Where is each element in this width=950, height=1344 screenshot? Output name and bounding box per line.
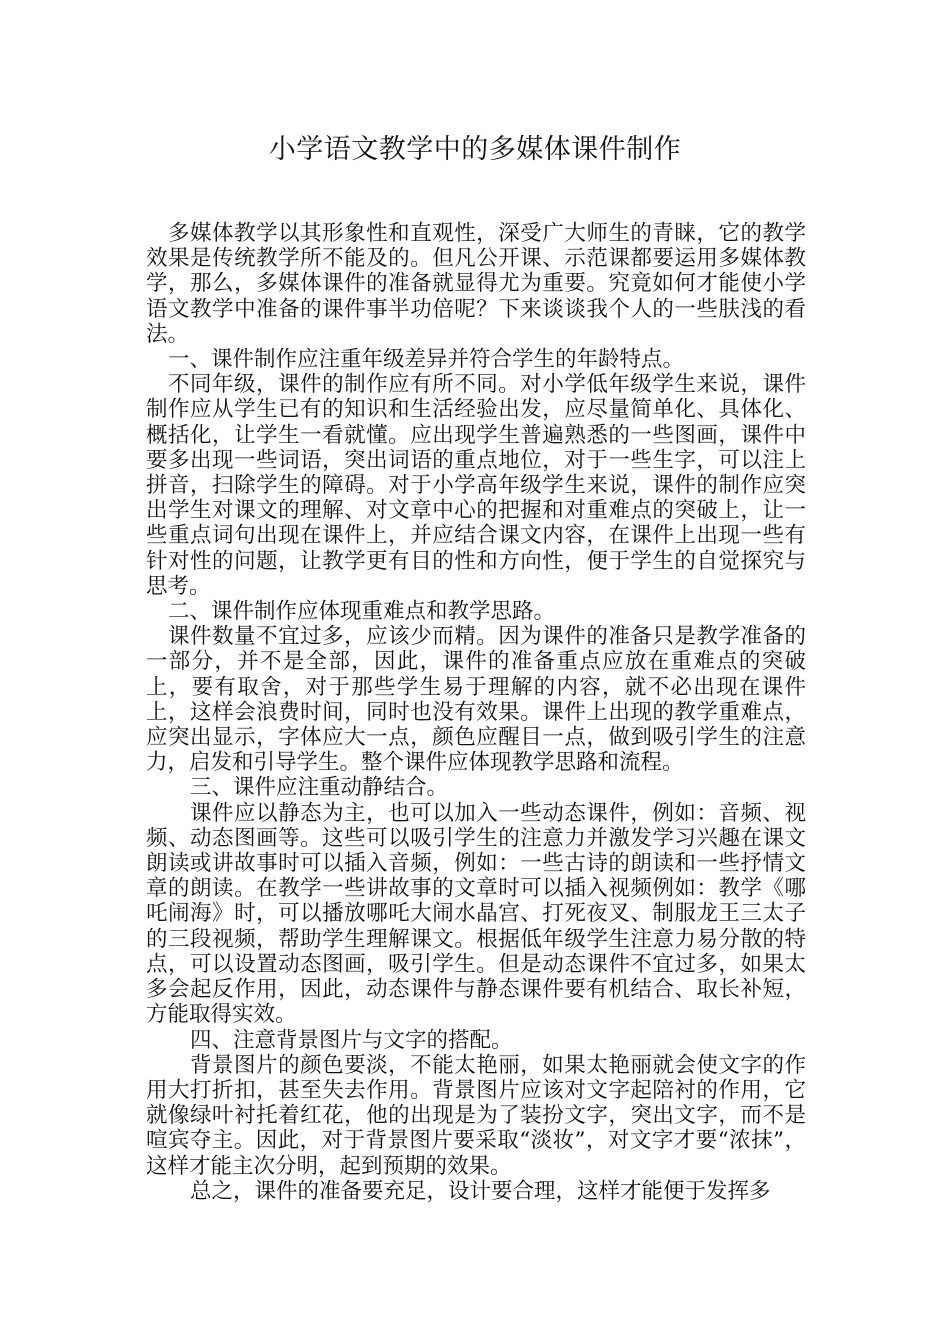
section-heading-1: 一、课件制作应注重年级差异并符合学生的年龄特点。 — [168, 347, 685, 373]
section-heading-3: 三、课件应注重动静结合。 — [190, 775, 449, 801]
paragraph-section-3: 课件应以静态为主，也可以加入一些动态课件，例如：音频、视频、动态图画等。这些可以吸引学生的注意力并激发学习兴趣在课文朗读或讲故事时可以插入音频，例如：一些古诗的朗读和一些抒情文章的朗读。在教学一些讲故事的文章时可以插入视频例如：教学《哪吒闹海》时，可以播放哪吒大闹水晶宫、打死夜叉、制服龙王三太子的三段视频，帮助学生理解课文。根据低年级学生注意力易分散的特点，可以设置动态图画，吸引学生。但是动态课件不宜过多，如果太多会起反作用，因此，动态课件与静态课件要有机结合、取长补短，方能取得实效。 — [146, 800, 806, 1028]
paragraph-intro: 多媒体教学以其形象性和直观性，深受广大师生的青睐，它的教学效果是传统教学所不能及的。但凡公开课、示范课都要运用多媒体教学，那么，多媒体课件的准备就显得尤为重要。究竟如何才能使小学语文教学中准备的课件事半功倍呢？下来谈谈我个人的一些肤浅的看法。 — [146, 221, 806, 347]
document-title: 小学语文教学中的多媒体课件制作 — [268, 134, 682, 165]
paragraph-section-1: 不同年级，课件的制作应有所不同。对小学低年级学生来说，课件制作应从学生已有的知识和生活经验出发，应尽量简单化、具体化、概括化，让学生一看就懂。应出现学生普遍熟悉的一些图画，课件中要多出现一些词语，突出词语的重点地位，对于一些生字，可以注上拼音，扫除学生的障碍。对于小学高年级学生来说，课件的制作应突出学生对课文的理解、对文章中心的把握和对重难点的突破上，让一些重点词句出现在课件上，并应结合课文内容，在课件上出现一些有针对性的问题，让教学更有目的性和方向性，便于学生的自觉探究与思考。 — [146, 372, 806, 599]
section-heading-2: 二、课件制作应体现重难点和教学思路。 — [168, 599, 556, 625]
document-body — [146, 221, 806, 1204]
section-heading-4: 四、注意背景图片与文字的搭配。 — [190, 1027, 513, 1053]
paragraph-section-4: 背景图片的颜色要淡，不能太艳丽，如果太艳丽就会使文字的作用大打折扣，甚至失去作用。背景图片应该对文字起陪衬的作用，它就像绿叶衬托着红花，他的出现是为了装扮文字，突出文字，而不是喧宾夺主。因此，对于背景图片要采取“淡妆”，对文字才要“浓抹”，这样才能主次分明，起到预期的效果。 — [146, 1052, 806, 1179]
paragraph-conclusion: 总之，课件的准备要充足，设计要合理，这样才能便于发挥多 — [190, 1178, 771, 1204]
paragraph-section-2: 课件数量不宜过多，应该少而精。因为课件的准备只是教学准备的一部分，并不是全部，因此，课件的准备重点应放在重难点的突破上，要有取舍，对于那些学生易于理解的内容，就不必出现在课件上，这样会浪费时间，同时也没有效果。课件上出现的教学重难点，应突出显示，字体应大一点，颜色应醒目一点，做到吸引学生的注意力，启发和引导学生。整个课件应体现教学思路和流程。 — [146, 624, 806, 776]
